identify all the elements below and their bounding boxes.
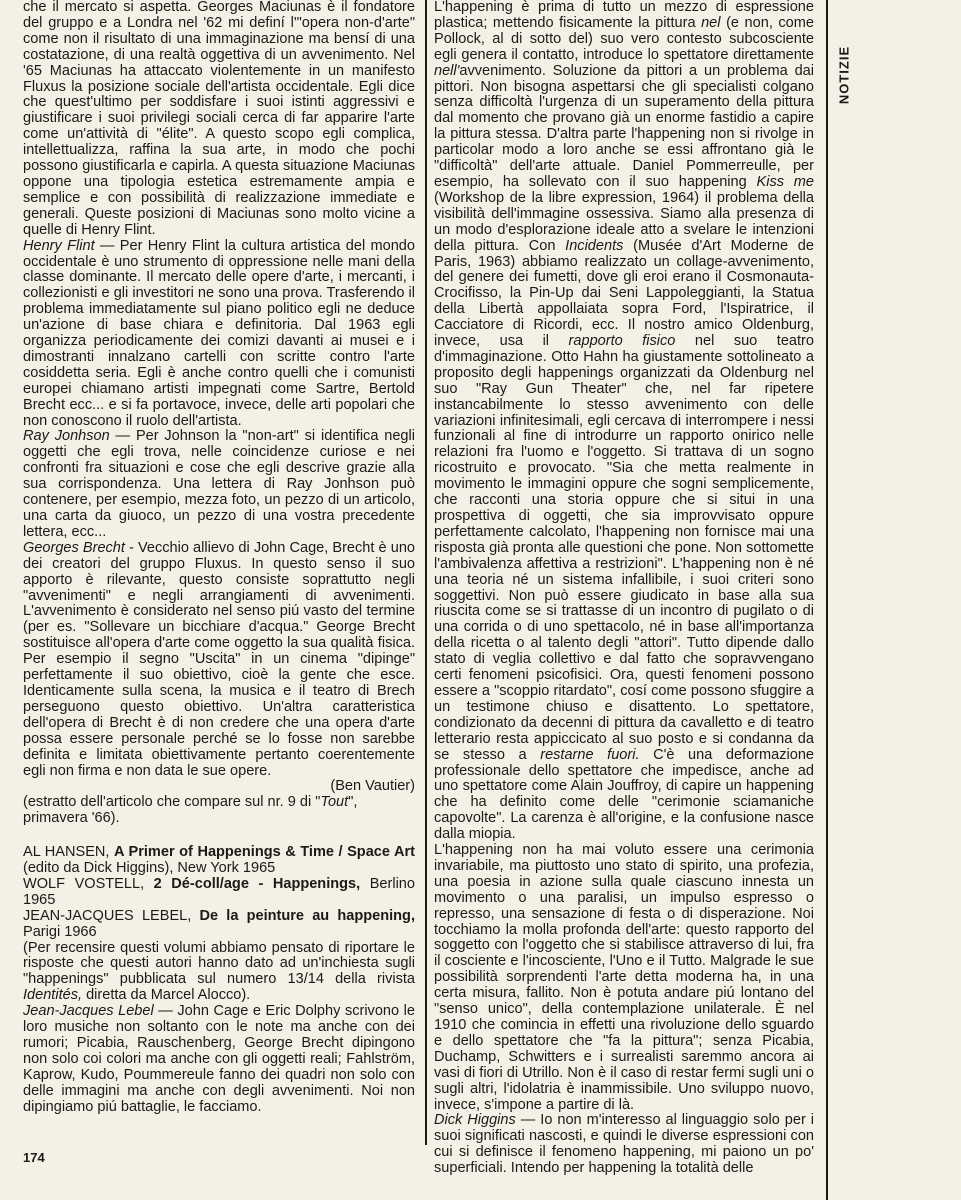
column-divider	[425, 0, 427, 1145]
bibliography-vostell: WOLF VOSTELL, 2 Dé-coll/age - Happenings, Berlino 1965	[23, 875, 415, 908]
bibliography-hansen: AL HANSEN, A Primer of Happenings & Time / Space Art (edito da Dick Higgins), New York 1965	[23, 844, 415, 877]
paragraph-flint: Henry Flint — Per Henry Flint la cultura artistica del mondo occidentale è uno strumento di oppressione nelle mani della classe dominante. Il mercato delle opere d'arte, i mercanti, i collezionisti e gli investitori ne sono una prova. Trasferendo il problema immediatamente sul piano politico egli ne deduce un'azione di base chiara e definitoria. Dal 1963 egli organizza periodicamente dei comizi davanti ai musei e i dimostranti innalzano cartelli con scritte contro l'arte cosiddetta seria. Egli è anche contro quelli che i comunisti europei chiamano artisti impegnati come Sartre, Bertold Brecht ecc... e si fa portavoce, invece, delle arti popolari che non conoscono il ruolo dell'artista.	[23, 237, 415, 429]
paragraph-happening-plastica: L'happening è prima di tutto un mezzo di espressione plastica; mettendo fisicamente la pittura nel (e non, come Pollock, al di sotto del) suo vero contesto subcosciente egli genera il contatto, introduce lo spettatore direttamente nell'avvenimento. Soluzione da pittori a un problema dai pittori. Non bisogna aspettarsi che gli specialisti colgano senza difficoltà l'urgenza di un superamento della pittura dal momento che provano già un enorme fastidio a capire la pittura stessa. D'altra parte l'happening non si rivolge in particolar modo a loro anche se essi affrontano già le "difficoltà" dell'arte attuale. Daniel Pommerreulle, per esempio, ha sollevato con il suo happening Kiss me (Workshop de la libre expression, 1964) il problema della visibilità dell'immagine ossessiva. Siamo alla presenza di un modo d'esplorazione ideale atto a svelare le intenzioni della pittura. Con Incidents (Musée d'Art Moderne de Paris, 1963) abbiamo realizzato un collage-avvenimento, del genere dei fumetti, dove gli eroi erano il Cosmonauta-Crocifisso, la Pin-Up dai Seni Lappoleggianti, la Statua della Libertà appollaiata sopra Ford, l'Ispiratrice, il Cacciatore di Ricordi, ecc. Il nostro amico Oldenburg, invece, usa il rapporto fisico nel suo teatro d'immaginazione. Otto Hahn ha giustamente sottolineato a proposito degli happenings organizzati da Oldenburg nel suo "Ray Gun Theater" che, nel far ripetere instancabilmente lo stesso avvenimento con delle variazioni infinitesimali, egli cercava di interrompere i nessi funzionali al fine di introdurre un rapporto onirico nelle relazioni fra l'uomo e l'oggetto. Si trattava di un sogno ricostruito e provocato. "Sia che metta realmente in movimento le immagini oppure che sogni semplicemente, che racconti una storia oppure che si situi in una prospettiva di oggetti, che sia improvvisato oppure perfettamente calcolato, l'happening non fornisce mai una risposta già pronta alle questioni che pone. Non sottomette l'ambivalenza affettiva a restrizioni". L'happening non è né una teoria né un sistema infallibile, i suoi criteri sono soggettivi. Non può essere giudicato in base alla sua riuscita come se si trattasse di un incontro di pugilato o di una corrida o di uno spettacolo, né in base all'importanza della ricetta o al talento degli "attori". Tutto dipende dallo stato di veglia collettivo e dal fatto che sopravvengano certi fenomeni psicofisici. Ora, questi fenomeni possono essere a "scoppio ritardato", cosí come possono sfuggire a un testimone chiuso e disattento. Lo spettatore, condizionato da decenni di pittura da cavalletto e di teatro letterario resta appiccicato al suo posto e si condanna da se stesso a restarne fuori. C'è una deformazione professionale dello spettatore che impedisce, anche ad uno spettatore come Alain Jouffroy, di capire un happening che ha definito come delle "cerimonie sciamaniche capovolte". La carenza è all'origine, e la confusione nasce dalla miopia.	[434, 0, 814, 843]
signature: (Ben Vautier)	[330, 778, 415, 795]
left-column	[23, 0, 415, 1116]
bibliography-lebel: JEAN-JACQUES LEBEL, De la peinture au happening, Parigi 1966	[23, 907, 415, 940]
right-column	[434, 0, 814, 1177]
paragraph-johnson: Ray Jonhson — Per Johnson la "non-art" si identifica negli oggetti che egli trova, nelle coincidenze curiose e nei confronti fra situazioni e cose che egli descrive grazie alla sua corrispondenza. Una lettera di Ray Jonhson può contenere, per esempio, mezza foto, un pezzo di un articolo, una carta da giuoco, un pezzo di una vostra precedente lettera, ecc...	[23, 428, 415, 540]
source-note: (estratto dell'articolo che compare sul nr. 9 di "Tout", primavera '66).	[23, 794, 358, 827]
review-intro: (Per recensire questi volumi abbiamo pensato di riportare le risposte che questi autori hanno dato ad un'inchiesta sugli "happenings" pubblicata sul numero 13/14 della rivista Identités, diretta da Marcel Alocco).	[23, 939, 415, 1004]
paragraph-happening-stato: L'happening non ha mai voluto essere una cerimonia invariabile, ma piuttosto uno stato di spirito, una profezia, una poesia in azione sulla quale ciascuno innesta un movimento o una paralisi, un impulso espresso o represso, una sensazione di festa o di disperazione. Noi tocchiamo la molla profonda dell'arte: questo rapporto del soggetto con l'oggetto che si stabilisce attraverso di lui, fra il cosciente e l'incosciente, l'Uno e il Tutto. Malgrade le sue possibilità sorprendenti l'arte detta moderna ha, in una certa misura, fallito. Non è potuta andare piú lontano del "senso unico", della contemplazione unilaterale. È nel 1910 che comincia in effetti una rivoluzione dello sguardo e dello spettatore che "fa la pittura"; senza Picabia, Duchamp, Schwitters e i surrealisti saremmo ancora ai vasi di fiori di Utrillo. Non è il caso di restar fermi sugli uni o sugli altri, l'idolatria è inammissibile. Uno sviluppo nuovo, invece, s'impone a partire di là.	[434, 842, 814, 1113]
paragraph-higgins: Dick Higgins — Io non m'interesso al linguaggio solo per i suoi significati nascosti, e quindi le diverse espressioni con cui si definisce il fenomeno happening, mi paiono un po' superficiali. Intendo per happening la totalità delle	[434, 1112, 814, 1177]
paragraph-lebel: Jean-Jacques Lebel — John Cage e Eric Dolphy scrivono le loro musiche non soltanto con le note ma anche con dei rumori; Picabia, Rauschenberg, George Brecht dipingono non solo coi colori ma anche con gli oggetti reali; Fahlström, Kaprow, Kudo, Poummereule fanno dei quadri non solo con delle immagini ma anche con degli avvenimenti. Noi non dipingiamo piú battaglie, le facciamo.	[23, 1003, 415, 1115]
paragraph-maciunas: che il mercato si aspetta. Georges Maciunas è il fondatore del gruppo e a Londra nel '62 mi definí l'"opera non-d'arte" come non il risultato di una immaginazione ma bensí di una costatazione, di una realtà oggettiva di un avvenimento. Nel '65 Maciunas ha attaccato violentemente in un manifesto Fluxus la posizione sociale dell'artista occidentale. Egli dice che quest'ultimo per soddisfare i suoi istinti aggressivi e giustificare i suoi privilegi sociali cerca di far apparire l'arte come un'attività di "élite". A questo scopo egli complica, intellettualizza, raffina la sua arte, in modo che pochi possono giustificarla e capirla. A questa situazione Maciunas oppone una tipologia estetica estremamente ampia e semplice e con possibilità di realizzazione immediate e generali. Queste posizioni di Maciunas sono molto vicine a quelle di Henry Flint.	[23, 0, 415, 238]
paragraph-brecht: Georges Brecht - Vecchio allievo di John Cage, Brecht è uno dei creatori del gruppo Fluxus. In questo senso il suo apporto è rilevante, questo consiste soprattutto negli "avvenimenti" e negli arrangiamenti di avvenimenti. L'avvenimento è considerato nel senso piú vasto del termine (per es. "Sollevare un bicchiare d'acqua." George Brecht sostituisce all'opera d'arte come oggetto la sua qualità fisica. Per esempio il segno "Uscita" in un cinema "dipinge" perfettamente il suo obiettivo, cioè la gente che esce. Identicamente sulla scena, la musica e il teatro di Brech perseguono questo obiettivo. Un'altra caratteristica dell'opera di Brecht è di non credere che una opera d'arte possa essere personale perché se lo fosse non sarebbe definita e limitata obiettivamente pertanto coerentemente egli non firma e non data le sue opere.	[23, 539, 415, 779]
sidebar-divider	[826, 0, 828, 1200]
page-number: 174	[23, 1150, 45, 1165]
section-label: NOTIZIE	[836, 45, 852, 105]
